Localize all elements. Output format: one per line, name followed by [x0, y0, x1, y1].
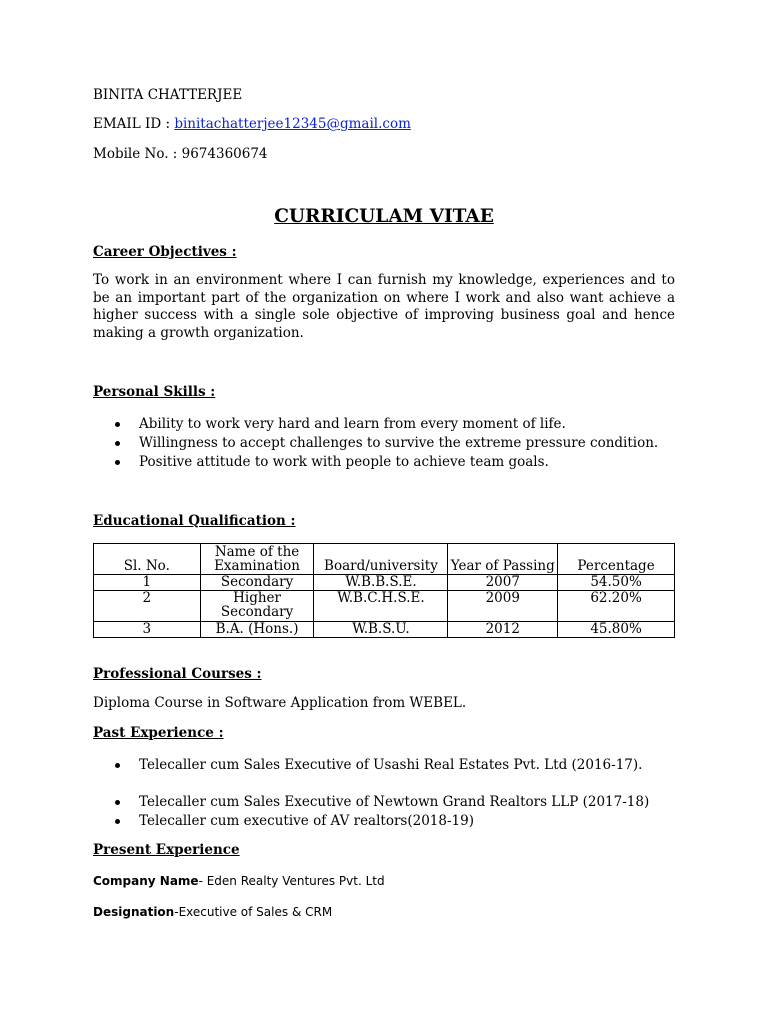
bullet-icon [115, 422, 120, 427]
email-row [93, 115, 411, 133]
designation-label: Designation [93, 905, 175, 919]
professional-courses-text: Diploma Course in Software Application from WEBEL. [93, 695, 467, 711]
career-objectives-heading: Career Objectives : [93, 244, 237, 260]
company-name-label: Company Name [93, 874, 199, 888]
education-heading: Educational Qualification : [93, 513, 296, 529]
table-cell: W.B.S.U. [314, 622, 448, 638]
table-cell: Secondary [200, 575, 314, 591]
table-cell: 45.80% [558, 622, 675, 638]
column-header: Year of Passing [448, 544, 558, 575]
table-cell: 54.50% [558, 575, 675, 591]
table-cell: W.B.C.H.S.E. [314, 591, 448, 622]
bullet-icon [115, 460, 120, 465]
table-row [94, 622, 675, 638]
table-row [94, 591, 675, 622]
table-cell: 62.20% [558, 591, 675, 622]
education-table [93, 543, 675, 638]
column-header: Board/university [314, 544, 448, 575]
column-header: Name of the Examination [200, 544, 314, 575]
table-header-row [94, 544, 675, 575]
table-cell: 2007 [448, 575, 558, 591]
bullet-icon [115, 819, 120, 824]
table-cell: Higher Secondary [200, 591, 314, 622]
table-cell: 2 [94, 591, 201, 622]
present-experience-heading: Present Experience [93, 842, 240, 858]
company-name-value: - Eden Realty Ventures Pvt. Ltd [198, 874, 385, 888]
personal-skills-heading: Personal Skills : [93, 384, 216, 400]
table-cell: 2012 [448, 622, 558, 638]
table-cell: B.A. (Hons.) [200, 622, 314, 638]
email-label: EMAIL ID : [93, 116, 175, 132]
designation-row [93, 904, 332, 920]
table-row [94, 575, 675, 591]
table-cell: 3 [94, 622, 201, 638]
bullet-icon [115, 441, 120, 446]
candidate-name: BINITA CHATTERJEE [93, 87, 243, 103]
mobile-number: Mobile No. : 9674360674 [93, 146, 268, 162]
bullet-icon [115, 800, 120, 805]
email-link[interactable]: binitachatterjee12345@gmail.com [174, 116, 411, 132]
column-header: Sl. No. [94, 544, 201, 575]
table-cell: 1 [94, 575, 201, 591]
designation-value: -Executive of Sales & CRM [174, 905, 333, 919]
company-name-row [93, 873, 385, 889]
page-title: CURRICULAM VITAE [274, 206, 494, 227]
resume-page: BINITA CHATTERJEE EMAIL ID : binitachatterjee12345@gmail.com Mobile No. : 9674360674 CURRICULAM VITAE Career Objectives : To work in an environment where I can furnish my knowledge, experiences and to be an important part of the organization on where I work and also want achieve a higher success with a single sole objective of improving business goal and hence making a growth organization. Personal Skills : Ability to work very hard and learn from every moment of life. Willingness to accept challenges to survive the extreme pressure condition. Positive attitude to work with people to achieve team goals. Educational Qualification : Sl. No. Name of the Examination Board/university Year of Passing Percentage 1 Secondary W.B.B.S.E. 2007 54.50% 2 Higher Secondary W.B.C.H.S.E. 2009 62.20% 3 B.A. (Hons.) W.B.S.U. 2012 45.80% Professional Courses : Diploma Course in Software Application from WEBEL. Past Experience : Telecaller cum Sales Executive of Usashi Real Estates Pvt. Ltd (2016-17). Telecaller cum Sales Executive of Newtown Grand Realtors LLP (2017-18) Telecaller cum executive of AV realtors(2018-19) Present Experience Company Name- Eden Realty Ventures Pvt. Ltd Designation-Executive of Sales & CRM [0, 0, 768, 1024]
table-cell: 2009 [448, 591, 558, 622]
column-header: Percentage [558, 544, 675, 575]
past-experience-heading: Past Experience : [93, 725, 224, 741]
bullet-icon [115, 763, 120, 768]
table-cell: W.B.B.S.E. [314, 575, 448, 591]
professional-courses-heading: Professional Courses : [93, 666, 262, 682]
career-objectives-text: To work in an environment where I can furnish my knowledge, experiences and to be an important part of the organization on where I work and also want achieve a higher success with a single sole objective of improving business goal and hence making a growth organization. [93, 272, 675, 341]
